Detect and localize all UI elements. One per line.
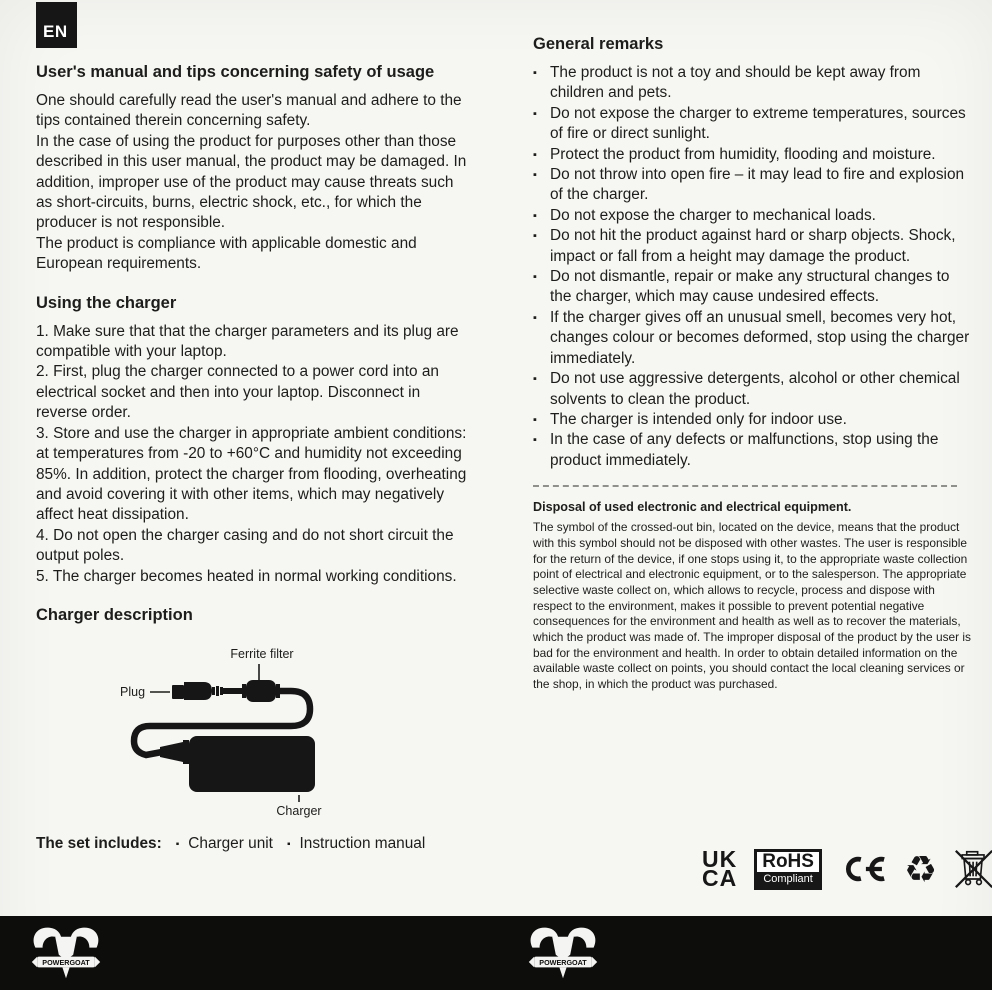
set-includes-line [36, 835, 472, 853]
disposal-body: The symbol of the crossed-out bin, located on the device, means that the product with this symbol should not be disposed with other wastes. The user is responsible for the return of the device, if one stops using it, to the appropriate waste collection point of electrical and electronic equipment, or to the salesperson. The appropriate selective waste collect on, which allows to recycle, process and dispose with respect to the environment, makes it possible to prevent potential negative consequences for the environment and health as well as to recover the materials, which the product was made of. The improper disposal of the product by the user is bad for the environment and health. In order to obtain detailed information on the available waste collect on points, you should contact the local cleaning services or the shop, in which the product was purchased. [533, 520, 971, 692]
bullet-icon: ▪ [533, 271, 537, 284]
charger-diagram [36, 640, 472, 820]
dc-connector-collar [183, 740, 189, 764]
bullet-icon: ▪ [533, 311, 537, 324]
step-item: 5. The charger becomes heated in normal working conditions. [36, 567, 457, 585]
list-item [533, 430, 971, 471]
list-item-text: Do not throw into open fire – it may lead to fire and explosion of the charger. [550, 166, 965, 204]
footer-bar [0, 916, 992, 990]
powergoat-logo [30, 924, 102, 982]
recycle-icon: ♻ [903, 848, 938, 890]
using-charger-heading: Using the charger [36, 293, 177, 312]
step-item: 4. Do not open the charger casing and do not short circuit the output poles. [36, 526, 454, 565]
list-item [533, 308, 971, 369]
list-item-text: Do not expose the charger to mechanical loads. [550, 206, 876, 224]
list-item-text: The product is not a toy and should be kept away from children and pets. [550, 64, 921, 102]
bullet-icon: ▪ [533, 107, 537, 120]
left-column [36, 62, 472, 853]
bullet-icon: ▪ [533, 434, 537, 447]
list-item [533, 104, 971, 145]
list-item-text: The charger is intended only for indoor use. [550, 410, 847, 428]
list-item [533, 206, 971, 226]
step-item: 3. Store and use the charger in appropriate ambient conditions: at temperatures from -20 to +60°C and humidity not exceeding 85%. In addition, protect the charger from flooding, overheating and avoid covering it with other items, which may negatively affect heat dissipation. [36, 424, 467, 524]
right-column [533, 34, 971, 693]
step-item: 1. Make sure that that the charger parameters and its plug are compatible with your laptop. [36, 322, 459, 361]
ukca-mark [702, 846, 738, 891]
list-item [533, 165, 971, 206]
powergoat-wordmark: POWERGOAT [42, 958, 90, 968]
ukca-line1: UK [702, 846, 738, 872]
set-includes-item: ▪ Instruction manual [287, 835, 425, 852]
list-item-text: Do not hit the product against hard or sharp objects. Shock, impact or fall from a height may damage the product. [550, 227, 956, 265]
charger-description-heading: Charger description [36, 605, 193, 624]
bullet-icon: ▪ [533, 169, 537, 182]
dc-connector-icon [160, 742, 183, 762]
list-item [533, 267, 971, 308]
general-remarks-list [533, 63, 971, 471]
list-item-text: Do not dismantle, repair or make any structural changes to the charger, which may cause undesired effects. [550, 268, 950, 306]
list-item [533, 410, 971, 430]
list-item-text: Do not use aggressive detergents, alcohol or other chemical solvents to clean the product. [550, 370, 960, 408]
manual-paragraph: In the case of using the product for purposes other than those described in this user manual, the product may be damaged. In addition, improper use of the product may cause threats such as short-circuits, burns, electric shock, etc., for which the producer is not responsible. [36, 132, 467, 232]
disposal-heading: Disposal of used electronic and electrical equipment. [533, 500, 852, 515]
ferrite-filter-label: Ferrite filter [230, 646, 294, 661]
charger-body-icon [189, 736, 315, 792]
using-charger-steps [36, 322, 472, 587]
ce-mark-icon [839, 850, 887, 888]
set-includes-label: The set includes: [36, 834, 162, 852]
plug-label: Plug [120, 684, 146, 699]
list-item [533, 226, 971, 267]
weee-bin-icon [954, 848, 992, 890]
rohs-mark [754, 849, 822, 890]
bullet-icon: ▪ [533, 209, 537, 222]
rohs-label: RoHS [762, 850, 814, 872]
ferrite-filter-icon [242, 680, 280, 702]
list-item [533, 369, 971, 410]
list-item-text: Do not expose the charger to extreme temperatures, sources of fire or direct sunlight. [550, 104, 966, 143]
certification-marks [702, 848, 992, 890]
step-item: 2. First, plug the charger connected to a power cord into an electrical socket and then into your laptop. Disconnect in reverse order. [36, 363, 439, 422]
ukca-line2: CA [702, 865, 738, 891]
plug-icon [172, 682, 223, 700]
list-item-text: In the case of any defects or malfunctions, stop using the product immediately. [550, 431, 939, 469]
list-item [533, 145, 971, 165]
bullet-icon: ▪ [533, 67, 537, 79]
list-item-text: Protect the product from humidity, flooding and moisture. [550, 145, 936, 163]
bullet-icon: ▪ [533, 148, 537, 161]
bullet-icon: ▪ [533, 373, 537, 386]
manual-paragraph: The product is compliance with applicable domestic and European requirements. [36, 234, 417, 273]
language-badge [36, 2, 77, 48]
set-includes-item: ▪ Charger unit [176, 835, 273, 852]
rohs-compliant-label: Compliant [757, 872, 819, 887]
manual-paragraphs [36, 91, 472, 275]
powergoat-wordmark: POWERGOAT [539, 958, 587, 968]
language-badge-label: EN [43, 22, 68, 41]
manual-paragraph: One should carefully read the user's manual and adhere to the tips contained therein concerning safety. [36, 92, 462, 130]
list-item-text: If the charger gives off an unusual smell, becomes very hot, changes colour or becomes deformed, stop using the charger immediately. [550, 308, 970, 367]
manual-heading: User's manual and tips concerning safety of usage [36, 63, 435, 81]
powergoat-logo [527, 924, 599, 982]
bullet-icon: ▪ [533, 230, 537, 243]
general-remarks-heading: General remarks [533, 35, 664, 53]
dashed-divider [533, 485, 957, 487]
list-item [533, 63, 971, 104]
charger-label: Charger [276, 803, 322, 818]
bullet-icon: ▪ [533, 413, 537, 426]
